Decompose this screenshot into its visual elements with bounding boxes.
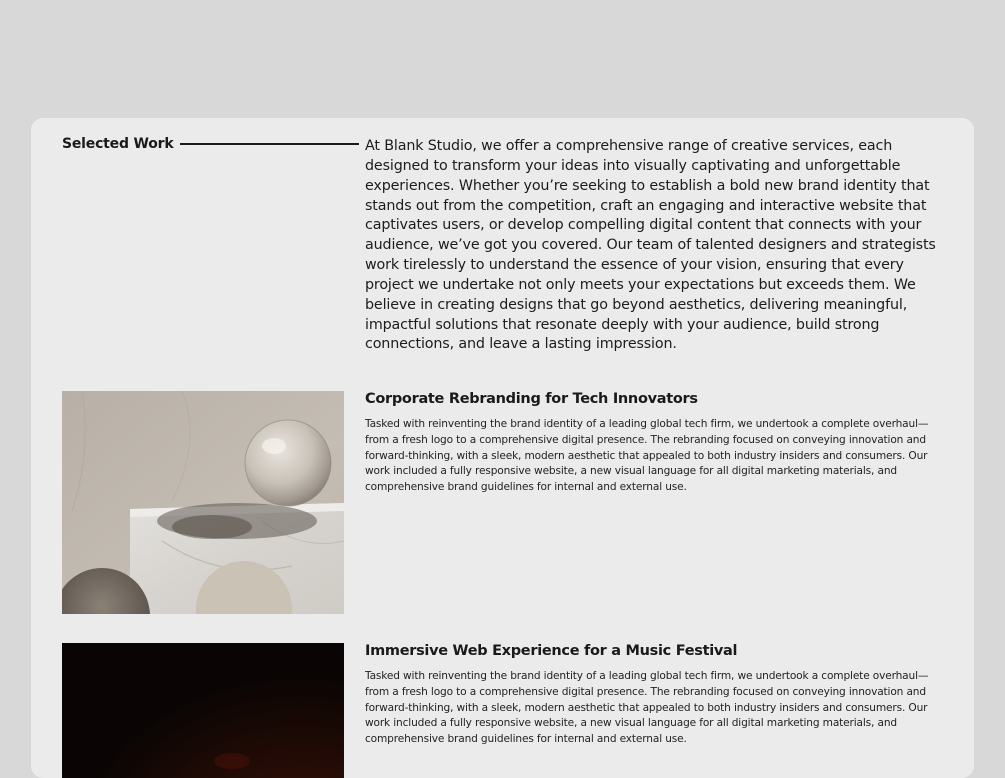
section-title: Selected Work	[62, 136, 174, 152]
section-heading	[62, 136, 359, 152]
section-divider	[180, 143, 359, 145]
project-description: Tasked with reinventing the brand identity of a leading global tech firm, we undertook a complete overhaul—from a fresh logo to a comprehensive digital presence. The rebranding focused on conveying innovation and forward-thinking, with a sleek, modern aesthetic that appealed to both industry insiders and consumers. Our work included a fully responsive website, a new visual language for all digital marketing materials, and comprehensive brand guidelines for internal and external use.	[365, 418, 929, 494]
project-description: Tasked with reinventing the brand identity of a leading global tech firm, we undertook a complete overhaul—from a fresh logo to a comprehensive digital presence. The rebranding focused on conveying innovation and forward-thinking, with a sleek, modern aesthetic that appealed to both industry insiders and consumers. Our work included a fully responsive website, a new visual language for all digital marketing materials, and comprehensive brand guidelines for internal and external use.	[365, 670, 929, 746]
selected-work-card	[31, 118, 974, 778]
dark-red-light-image	[62, 643, 344, 778]
project-title[interactable]: Corporate Rebranding for Tech Innovators	[365, 391, 698, 407]
project-thumbnail[interactable]	[62, 391, 344, 614]
glass-sphere-on-marble-image	[62, 391, 344, 614]
project-title[interactable]: Immersive Web Experience for a Music Festival	[365, 643, 738, 659]
project-thumbnail[interactable]	[62, 643, 344, 778]
intro-paragraph: At Blank Studio, we offer a comprehensive range of creative services, each designed to transform your ideas into visually captivating and unforgettable experiences. Whether you’re seeking to establish a bold new brand identity that stands out from the competition, craft an engaging and interactive website that captivates users, or develop compelling digital content that connects with your audience, we’ve got you covered. Our team of talented designers and strategists work tirelessly to understand the essence of your vision, ensuring that every project we undertake not only meets your expectations but exceeds them. We believe in creating designs that go beyond aesthetics, delivering meaningful, impactful solutions that resonate deeply with your audience, build strong connections, and leave a lasting impression.	[365, 138, 936, 353]
